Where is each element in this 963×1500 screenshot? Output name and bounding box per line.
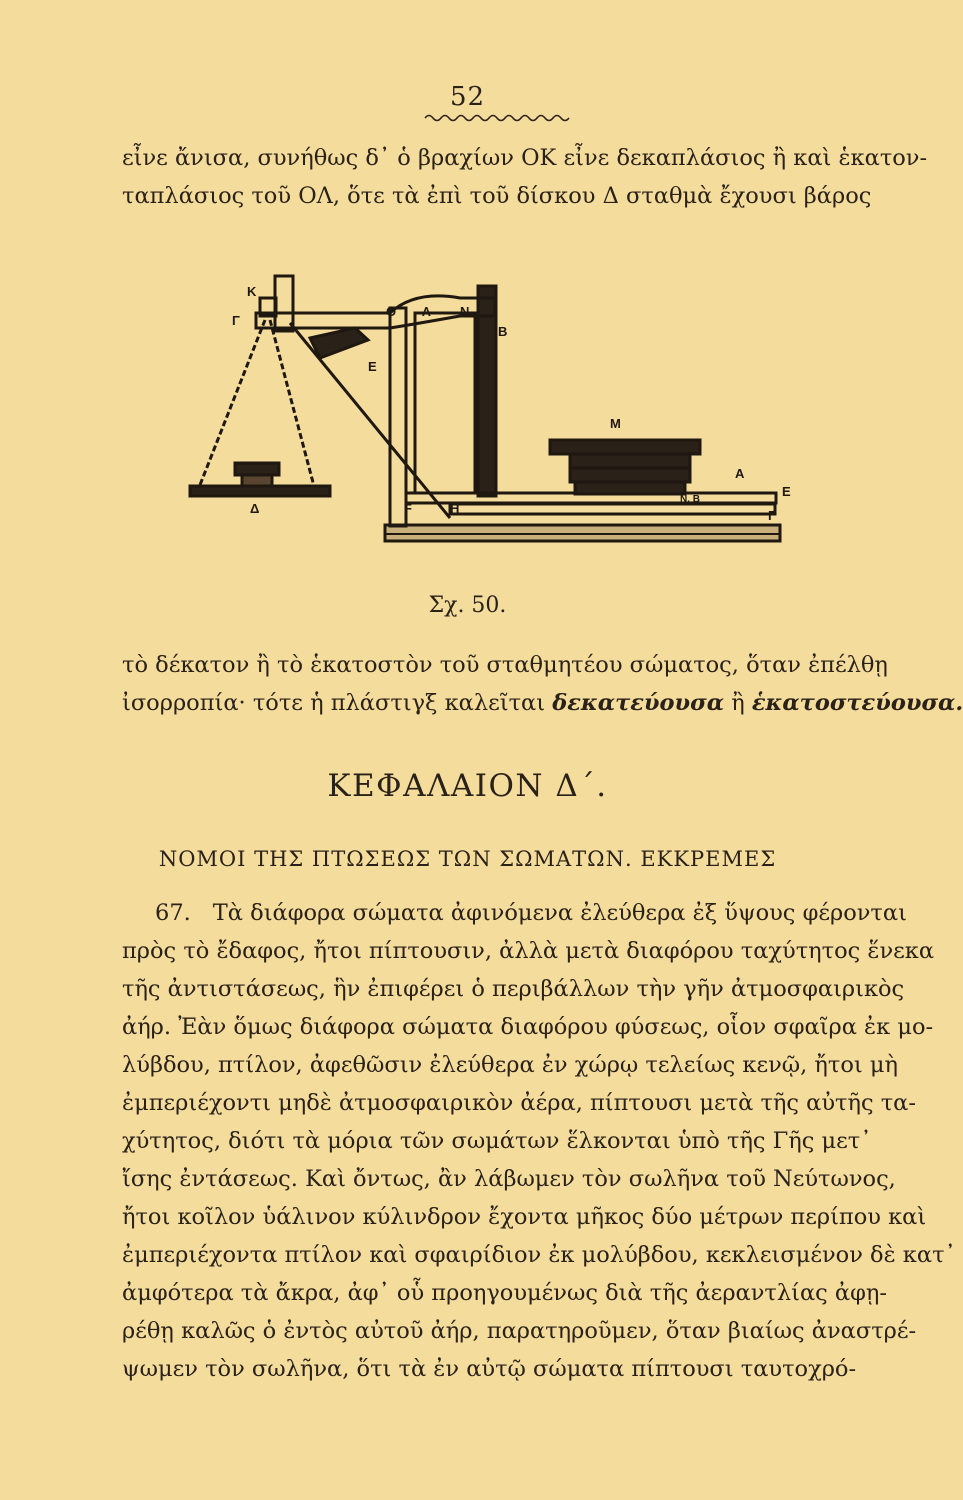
paragraph-line: ἴσης ἐντάσεως. Καὶ ὄντως, ἂν λάβωμεν τὸν σωλῆνα τοῦ Νεύτωνος, xyxy=(122,1166,896,1192)
paragraph-line: ψωμεν τὸν σωλῆνα, ὅτι τὰ ἐν αὐτῷ σώματα πίπτουσι ταυτοχρό- xyxy=(122,1356,857,1382)
chapter-title: ΚΕΦΑΛΑΙΟΝ Δ΄. xyxy=(327,768,608,804)
paragraph-line: ἐμπεριέχοντα πτίλον καὶ σφαιρίδιον ἐκ μολύβδου, κεκλεισμένον δὲ κατ᾽ xyxy=(122,1242,956,1268)
page-number: 52 xyxy=(449,82,486,112)
intro-line-2: ταπλάσιος τοῦ ΟΛ, ὅτε τὰ ἐπὶ τοῦ δίσκου Δ σταθμὰ ἔχουσι βάρος xyxy=(122,183,872,209)
label-O: Ο xyxy=(386,304,397,319)
paragraph-line: ἐμπεριέχοντι μηδὲ ἀτμοσφαιρικὸν ἀέρα, πίπτουσι μετὰ τῆς αὐτῆς τα- xyxy=(122,1090,916,1116)
paragraph-number: 67. xyxy=(155,900,191,926)
after-line-2-prefix: ἰσορροπία· τότε ἡ πλάστιγξ καλεῖται xyxy=(122,690,546,716)
label-G-right: Γ xyxy=(768,508,776,523)
label-H: H xyxy=(450,501,460,516)
paragraph-line: ἤτοι κοῖλον ὑάλινον κύλινδρον ἔχοντα μῆκος δύο μέτρων περίπου καὶ xyxy=(122,1204,927,1230)
label-L: Λ xyxy=(422,304,431,319)
after-line-1: τὸ δέκατον ἢ τὸ ἑκατοστὸν τοῦ σταθμητέου σώματος, ὅταν ἐπέλθῃ xyxy=(122,652,888,678)
section-title: ΝΟΜΟΙ ΤΗΣ ΠΤΩΣΕΩΣ ΤΩΝ ΣΩΜΑΤΩΝ. ΕΚΚΡΕΜΕΣ xyxy=(158,847,777,871)
term-ekatosteuousa: ἑκατοστεύουσα. xyxy=(751,690,963,716)
label-NB: N. B xyxy=(680,494,700,505)
paragraph-first-text: Τὰ διάφορα σώματα ἀφινόμενα ἐλεύθερα ἐξ ὕψους φέρονται xyxy=(212,900,907,926)
paragraph-line: ρέθῃ καλῶς ὁ ἐντὸς αὐτοῦ ἀήρ, παρατηροῦμεν, ὅταν βιαίως ἀναστρέ- xyxy=(122,1318,917,1344)
label-A: A xyxy=(735,466,745,481)
paragraph-line: χύτητος, διότι τὰ μόρια τῶν σωμάτων ἕλκονται ὑπὸ τῆς Γῆς μετ᾽ xyxy=(122,1128,872,1154)
label-B: B xyxy=(498,324,508,339)
figure-caption: Σχ. 50. xyxy=(428,593,507,618)
label-E-right: E xyxy=(782,484,791,499)
label-F: F xyxy=(404,501,412,516)
decimal-balance-figure xyxy=(190,268,805,573)
wavy-rule-ornament xyxy=(425,112,570,124)
paragraph-line: ἀμφότερα τὰ ἄκρα, ἀφ᾽ οὗ προηγουμένως διὰ τῆς ἀεραντλίας ἀφῃ- xyxy=(122,1280,887,1306)
term-dekateuousa: δεκατεύουσα xyxy=(552,690,725,716)
paragraph-line: λύβδου, πτίλον, ἀφεθῶσιν ἐλεύθερα ἐν χώρῳ τελείως κενῷ, ἤτοι μὴ xyxy=(122,1052,898,1078)
label-D: Δ xyxy=(250,501,260,516)
paragraph-line: τῆς ἀντιστάσεως, ἣν ἐπιφέρει ὁ περιβάλλων τὴν γῆν ἀτμοσφαιρικὸς xyxy=(122,976,905,1002)
label-K: Κ xyxy=(247,284,257,299)
label-M: M xyxy=(610,416,621,431)
paragraph-line: ἀήρ. Ἐὰν ὅμως διάφορα σώματα διαφόρου φύσεως, οἷον σφαῖρα ἐκ μο- xyxy=(122,1014,934,1040)
label-E-left: Ε xyxy=(368,359,377,374)
load-stack xyxy=(550,440,700,454)
after-line-2-conj: ἢ xyxy=(731,690,745,716)
after-line-2 xyxy=(122,688,963,718)
left-pillar xyxy=(390,308,406,526)
label-G: Γ xyxy=(232,313,240,328)
paragraph-first-line xyxy=(155,898,907,928)
intro-line-1: εἶνε ἄνισα, συνήθως δ᾽ ὁ βραχίων ΟΚ εἶνε δεκαπλάσιος ἢ καὶ ἑκατον- xyxy=(122,145,928,171)
paragraph-line: πρὸς τὸ ἔδαφος, ἤτοι πίπτουσιν, ἀλλὰ μετὰ διαφόρου ταχύτητος ἕνεκα xyxy=(122,938,935,964)
label-N: N xyxy=(460,304,470,319)
